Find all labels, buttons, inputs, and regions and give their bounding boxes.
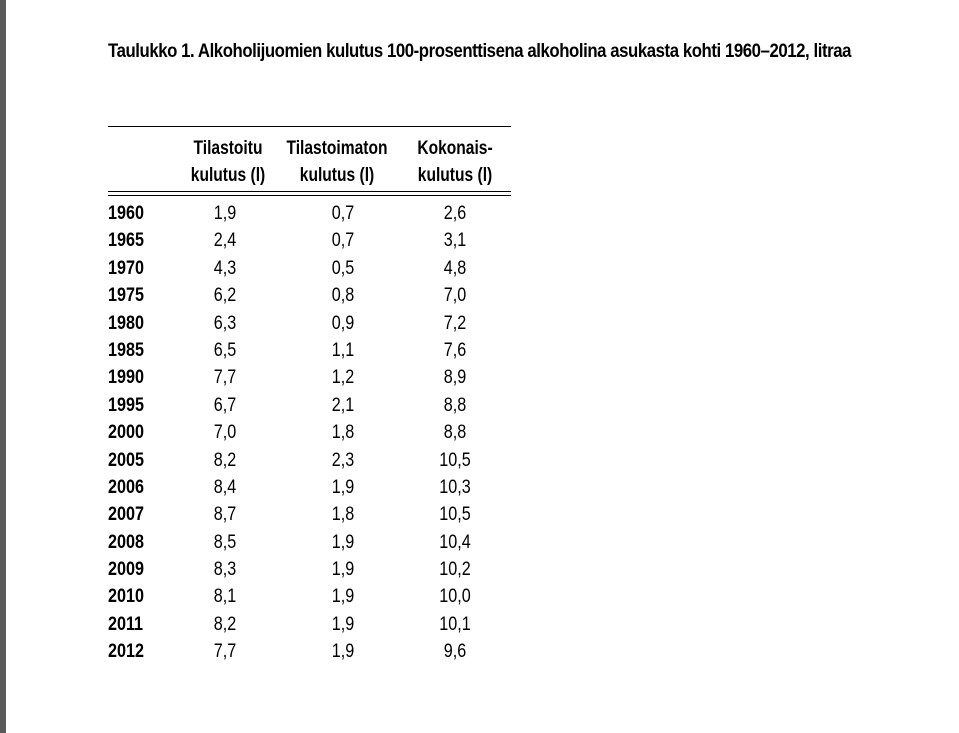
cell-unrecorded: 1,9 bbox=[331, 641, 355, 663]
cell-total: 8,8 bbox=[443, 394, 467, 416]
table-row bbox=[108, 200, 511, 227]
row-year: 2006 bbox=[108, 476, 144, 498]
table-title: Taulukko 1. Alkoholijuomien kulutus 100-prosenttisena alkoholina asukasta kohti 1960–2012, litraa bbox=[108, 40, 852, 62]
row-year: 2011 bbox=[108, 613, 144, 635]
cell-recorded: 6,5 bbox=[213, 339, 237, 361]
row-year: 2010 bbox=[108, 586, 144, 608]
header-unrecorded-line1: Tilastoimaton bbox=[286, 138, 388, 159]
cell-recorded: 6,3 bbox=[213, 312, 237, 334]
cell-unrecorded: 1,9 bbox=[331, 559, 355, 581]
row-year: 1970 bbox=[108, 257, 144, 279]
cell-unrecorded: 1,9 bbox=[331, 586, 355, 608]
table-row bbox=[108, 501, 511, 528]
table-row bbox=[108, 447, 511, 474]
cell-total: 8,9 bbox=[443, 367, 467, 389]
cell-recorded: 4,3 bbox=[213, 257, 237, 279]
table-row bbox=[108, 310, 511, 337]
header-rule-lower bbox=[108, 195, 511, 196]
row-year: 1985 bbox=[108, 339, 144, 361]
cell-recorded: 6,7 bbox=[213, 394, 237, 416]
cell-recorded: 7,7 bbox=[213, 641, 237, 663]
cell-unrecorded: 1,8 bbox=[331, 422, 355, 444]
cell-recorded: 8,7 bbox=[213, 504, 237, 526]
cell-unrecorded: 1,2 bbox=[331, 367, 355, 389]
table-row bbox=[108, 638, 511, 665]
cell-total: 8,8 bbox=[443, 422, 467, 444]
header-recorded-line2: kulutus (l) bbox=[190, 165, 266, 186]
table-row bbox=[108, 364, 511, 391]
table-row bbox=[108, 529, 511, 556]
left-edge-bar bbox=[0, 0, 6, 733]
cell-total: 10,4 bbox=[439, 531, 471, 553]
cell-total: 10,0 bbox=[439, 586, 471, 608]
cell-total: 10,3 bbox=[439, 476, 471, 498]
header-recorded bbox=[171, 135, 286, 189]
cell-unrecorded: 1,8 bbox=[331, 504, 355, 526]
cell-unrecorded: 1,9 bbox=[331, 613, 355, 635]
table-row bbox=[108, 583, 511, 610]
cell-total: 10,5 bbox=[439, 504, 471, 526]
header-total-line2: kulutus (l) bbox=[417, 165, 493, 186]
table-row bbox=[108, 419, 511, 446]
table-row bbox=[108, 611, 511, 638]
cell-unrecorded: 0,5 bbox=[331, 257, 355, 279]
table-row bbox=[108, 227, 511, 254]
table-row bbox=[108, 255, 511, 282]
row-year: 1980 bbox=[108, 312, 144, 334]
row-year: 2000 bbox=[108, 422, 144, 444]
cell-unrecorded: 0,7 bbox=[331, 203, 355, 224]
row-year: 1975 bbox=[108, 285, 144, 307]
row-year: 1965 bbox=[108, 230, 144, 252]
cell-total: 9,6 bbox=[443, 641, 467, 663]
cell-recorded: 8,1 bbox=[213, 586, 237, 608]
cell-total: 10,1 bbox=[439, 613, 471, 635]
cell-total: 10,2 bbox=[439, 559, 471, 581]
cell-total: 7,6 bbox=[443, 339, 467, 361]
table-body bbox=[108, 200, 511, 666]
cell-recorded: 2,4 bbox=[213, 230, 237, 252]
row-year: 1960 bbox=[108, 203, 144, 224]
header-rule-upper bbox=[108, 191, 511, 192]
cell-unrecorded: 2,1 bbox=[331, 394, 355, 416]
row-year: 2005 bbox=[108, 449, 144, 471]
cell-unrecorded: 0,7 bbox=[331, 230, 355, 252]
table-row bbox=[108, 337, 511, 364]
cell-recorded: 7,7 bbox=[213, 367, 237, 389]
cell-unrecorded: 0,8 bbox=[331, 285, 355, 307]
cell-recorded: 7,0 bbox=[213, 422, 237, 444]
header-unrecorded bbox=[276, 135, 399, 189]
cell-unrecorded: 0,9 bbox=[331, 312, 355, 334]
header-unrecorded-line2: kulutus (l) bbox=[299, 165, 375, 186]
cell-recorded: 6,2 bbox=[213, 285, 237, 307]
table-row bbox=[108, 474, 511, 501]
cell-unrecorded: 2,3 bbox=[331, 449, 355, 471]
cell-recorded: 8,5 bbox=[213, 531, 237, 553]
cell-total: 7,0 bbox=[443, 285, 467, 307]
table-top-rule bbox=[108, 126, 511, 127]
cell-recorded: 8,2 bbox=[213, 449, 237, 471]
cell-unrecorded: 1,1 bbox=[331, 339, 355, 361]
table-row bbox=[108, 392, 511, 419]
cell-total: 3,1 bbox=[443, 230, 467, 252]
header-total-line1: Kokonais- bbox=[417, 138, 493, 159]
row-year: 2008 bbox=[108, 531, 144, 553]
cell-recorded: 8,4 bbox=[213, 476, 237, 498]
header-total bbox=[402, 135, 509, 189]
cell-unrecorded: 1,9 bbox=[331, 531, 355, 553]
row-year: 1990 bbox=[108, 367, 144, 389]
cell-total: 2,6 bbox=[443, 203, 467, 224]
row-year: 2007 bbox=[108, 504, 144, 526]
cell-total: 7,2 bbox=[443, 312, 467, 334]
cell-recorded: 8,3 bbox=[213, 559, 237, 581]
cell-unrecorded: 1,9 bbox=[331, 476, 355, 498]
table-row bbox=[108, 556, 511, 583]
cell-total: 4,8 bbox=[443, 257, 467, 279]
row-year: 1995 bbox=[108, 394, 144, 416]
header-recorded-line1: Tilastoitu bbox=[193, 138, 263, 159]
cell-recorded: 1,9 bbox=[213, 203, 237, 224]
row-year: 2009 bbox=[108, 559, 144, 581]
table-row bbox=[108, 282, 511, 309]
row-year: 2012 bbox=[108, 641, 144, 663]
cell-total: 10,5 bbox=[439, 449, 471, 471]
cell-recorded: 8,2 bbox=[213, 613, 237, 635]
